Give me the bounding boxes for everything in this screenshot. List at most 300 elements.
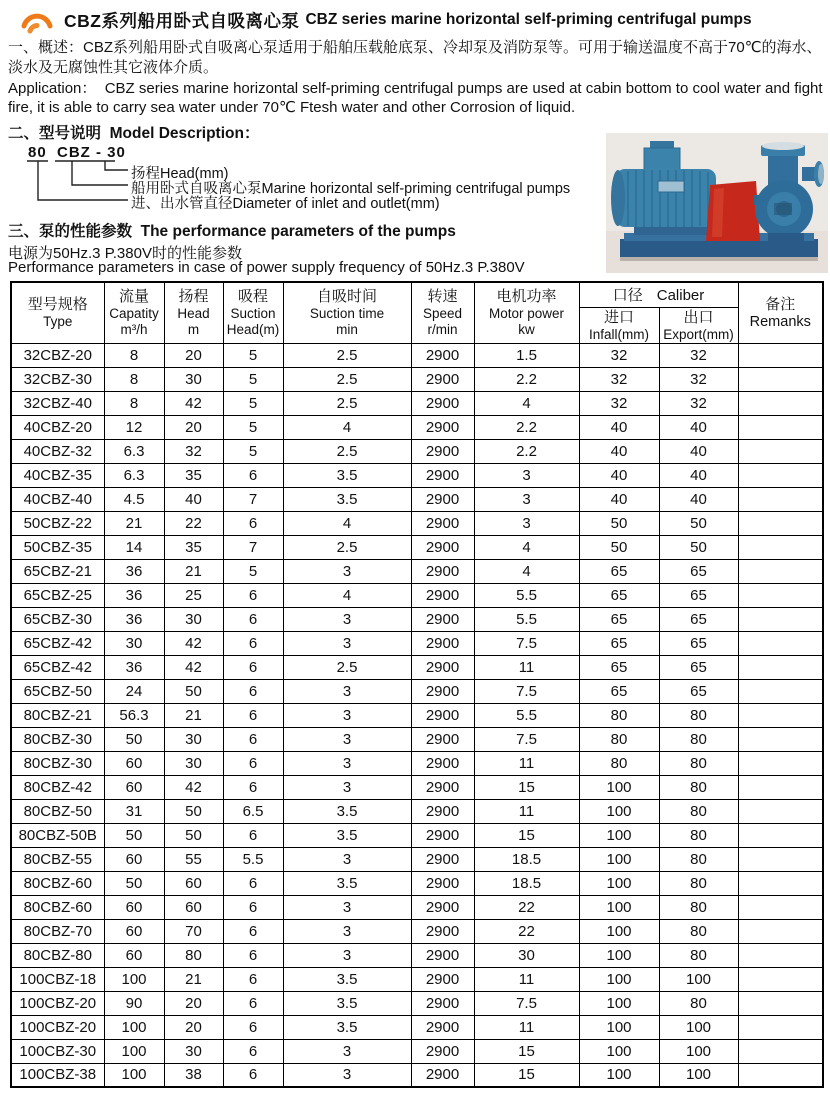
table-cell: 8 <box>104 391 164 415</box>
table-cell: 80 <box>659 895 738 919</box>
table-cell: 3.5 <box>283 991 411 1015</box>
table-cell: 6 <box>223 871 283 895</box>
table-cell <box>738 1039 823 1063</box>
table-cell: 1.5 <box>474 343 579 367</box>
table-cell: 100 <box>579 919 659 943</box>
table-cell: 35 <box>164 535 223 559</box>
table-cell: 7.5 <box>474 727 579 751</box>
table-cell: 40 <box>659 439 738 463</box>
table-cell: 100 <box>579 871 659 895</box>
table-cell: 3 <box>283 727 411 751</box>
table-cell <box>738 367 823 391</box>
table-cell: 80CBZ-21 <box>11 703 104 727</box>
table-cell: 50 <box>659 511 738 535</box>
table-row <box>11 775 823 799</box>
table-cell: 3.5 <box>283 823 411 847</box>
table-cell: 2.5 <box>283 367 411 391</box>
table-cell: 65 <box>579 631 659 655</box>
model-label-diameter: 进、出水管直径Diameter of inlet and outlet(mm) <box>131 196 440 212</box>
table-cell: 65CBZ-25 <box>11 583 104 607</box>
model-code: 80 CBZ - 30 <box>28 144 126 161</box>
table-cell: 2900 <box>411 511 474 535</box>
table-cell: 50 <box>164 823 223 847</box>
table-cell: 100 <box>579 991 659 1015</box>
table-row <box>11 799 823 823</box>
table-cell <box>738 1015 823 1039</box>
table-cell: 65CBZ-42 <box>11 631 104 655</box>
table-cell: 2900 <box>411 415 474 439</box>
table-cell: 7.5 <box>474 631 579 655</box>
table-cell: 2900 <box>411 487 474 511</box>
table-cell: 36 <box>104 583 164 607</box>
table-cell <box>738 679 823 703</box>
performance-table <box>10 281 824 1088</box>
table-cell: 2900 <box>411 391 474 415</box>
table-cell <box>738 631 823 655</box>
table-row <box>11 679 823 703</box>
table-cell: 6 <box>223 679 283 703</box>
table-cell: 60 <box>104 847 164 871</box>
col-header-suction-head: 吸程 Suction Head(m) <box>223 282 283 343</box>
table-cell: 2900 <box>411 559 474 583</box>
table-cell: 65CBZ-30 <box>11 607 104 631</box>
table-cell: 50 <box>579 535 659 559</box>
table-cell: 40 <box>579 487 659 511</box>
table-cell: 100 <box>104 1063 164 1087</box>
performance-subtitle-en: Performance parameters in case of power supply frequency of 50Hz.3 P.380V <box>8 259 525 276</box>
table-cell: 100 <box>659 1039 738 1063</box>
table-cell: 32CBZ-20 <box>11 343 104 367</box>
table-cell: 5.5 <box>474 703 579 727</box>
table-cell: 21 <box>164 703 223 727</box>
table-cell: 2900 <box>411 895 474 919</box>
model-label-pump-type: 船用卧式自吸离心泵Marine horizontal self-priming centrifugal pumps <box>131 181 571 197</box>
table-cell: 22 <box>474 919 579 943</box>
table-cell: 3 <box>283 607 411 631</box>
pump-product-photo <box>606 133 828 273</box>
table-cell: 3 <box>283 631 411 655</box>
table-cell: 56.3 <box>104 703 164 727</box>
table-cell: 80 <box>659 703 738 727</box>
table-cell: 18.5 <box>474 847 579 871</box>
table-cell: 3.5 <box>283 799 411 823</box>
table-cell: 5 <box>223 367 283 391</box>
table-cell: 2.2 <box>474 439 579 463</box>
table-cell: 5.5 <box>474 607 579 631</box>
table-cell: 30 <box>164 751 223 775</box>
table-cell: 2900 <box>411 727 474 751</box>
table-cell: 40 <box>659 487 738 511</box>
table-cell: 15 <box>474 1039 579 1063</box>
overview-paragraph-cn: 一、概述：CBZ系列船用卧式自吸离心泵适用于船舶压载舱底泵、冷却泵及消防泵等。可用于输送温度不高于70℃的海水、淡水及无腐蚀性其它液体介质。 <box>8 39 822 76</box>
table-cell: 80CBZ-30 <box>11 727 104 751</box>
page-title-cn: CBZ系列船用卧式自吸离心泵 <box>64 10 300 31</box>
table-cell: 65 <box>659 631 738 655</box>
table-cell: 3 <box>283 679 411 703</box>
table-cell: 11 <box>474 751 579 775</box>
table-cell <box>738 847 823 871</box>
table-cell: 42 <box>164 775 223 799</box>
table-row <box>11 607 823 631</box>
table-cell: 6 <box>223 967 283 991</box>
table-cell: 6 <box>223 631 283 655</box>
table-cell: 3 <box>283 847 411 871</box>
table-cell: 65 <box>579 607 659 631</box>
table-row <box>11 727 823 751</box>
table-cell: 6.5 <box>223 799 283 823</box>
table-cell: 80CBZ-60 <box>11 895 104 919</box>
table-cell: 18.5 <box>474 871 579 895</box>
page-title-en: CBZ series marine horizontal self-priming centrifugal pumps <box>305 11 752 28</box>
table-cell: 100CBZ-38 <box>11 1063 104 1087</box>
table-cell <box>738 703 823 727</box>
table-cell: 32 <box>164 439 223 463</box>
table-cell: 80 <box>659 943 738 967</box>
table-cell: 6 <box>223 655 283 679</box>
table-cell: 2900 <box>411 943 474 967</box>
table-cell: 65CBZ-42 <box>11 655 104 679</box>
table-cell <box>738 391 823 415</box>
table-cell <box>738 775 823 799</box>
table-cell: 65CBZ-50 <box>11 679 104 703</box>
table-cell: 15 <box>474 1063 579 1087</box>
table-cell: 32 <box>579 391 659 415</box>
table-cell: 6.3 <box>104 463 164 487</box>
table-cell: 3 <box>474 487 579 511</box>
table-cell: 80 <box>579 727 659 751</box>
table-cell: 5.5 <box>223 847 283 871</box>
table-cell <box>738 511 823 535</box>
model-description-heading: 二、型号说明 Model Description： <box>8 125 260 142</box>
table-cell: 80CBZ-80 <box>11 943 104 967</box>
table-cell <box>738 655 823 679</box>
table-cell: 4 <box>283 583 411 607</box>
table-cell: 6 <box>223 1063 283 1087</box>
table-row <box>11 415 823 439</box>
table-cell: 50CBZ-22 <box>11 511 104 535</box>
table-cell: 32CBZ-40 <box>11 391 104 415</box>
table-cell: 40 <box>659 463 738 487</box>
col-header-export: 出口 Export(mm) <box>659 307 738 343</box>
col-header-type: 型号规格 Type <box>11 282 104 343</box>
table-cell: 65 <box>659 583 738 607</box>
table-cell: 5 <box>223 343 283 367</box>
table-row <box>11 583 823 607</box>
table-cell: 3 <box>283 943 411 967</box>
table-cell <box>738 439 823 463</box>
table-cell: 20 <box>164 343 223 367</box>
table-cell: 2900 <box>411 1015 474 1039</box>
table-cell: 22 <box>164 511 223 535</box>
table-cell: 3 <box>283 775 411 799</box>
table-cell <box>738 727 823 751</box>
table-cell: 80CBZ-30 <box>11 751 104 775</box>
table-cell: 55 <box>164 847 223 871</box>
table-cell: 6 <box>223 727 283 751</box>
table-row <box>11 655 823 679</box>
table-header-row-1 <box>11 282 823 307</box>
performance-subtitle-cn: 电源为50Hz.3 P.380V时的性能参数 <box>8 245 242 262</box>
table-cell: 100 <box>104 967 164 991</box>
table-cell: 80CBZ-55 <box>11 847 104 871</box>
table-row <box>11 1039 823 1063</box>
table-cell: 100 <box>579 967 659 991</box>
table-cell: 70 <box>164 919 223 943</box>
table-row <box>11 1063 823 1087</box>
table-cell: 32 <box>659 367 738 391</box>
table-cell: 32CBZ-30 <box>11 367 104 391</box>
table-row <box>11 487 823 511</box>
col-header-head: 扬程 Head m <box>164 282 223 343</box>
table-cell: 42 <box>164 655 223 679</box>
table-cell: 80CBZ-42 <box>11 775 104 799</box>
table-cell: 4 <box>474 535 579 559</box>
table-cell: 100 <box>579 1015 659 1039</box>
model-label-head: 扬程Head(mm) <box>131 166 229 182</box>
table-cell: 2900 <box>411 871 474 895</box>
table-cell: 50 <box>579 511 659 535</box>
table-cell: 80 <box>659 823 738 847</box>
table-cell: 6 <box>223 583 283 607</box>
table-cell: 80 <box>659 847 738 871</box>
table-cell: 2900 <box>411 847 474 871</box>
table-cell <box>738 415 823 439</box>
table-cell: 32 <box>659 391 738 415</box>
table-row <box>11 511 823 535</box>
table-cell: 7.5 <box>474 991 579 1015</box>
table-row <box>11 391 823 415</box>
table-cell: 2900 <box>411 367 474 391</box>
table-cell: 2900 <box>411 343 474 367</box>
table-cell: 6 <box>223 991 283 1015</box>
table-cell: 21 <box>164 967 223 991</box>
table-cell: 50 <box>104 871 164 895</box>
table-cell: 6 <box>223 511 283 535</box>
table-cell: 2900 <box>411 991 474 1015</box>
table-cell: 60 <box>164 871 223 895</box>
table-cell: 60 <box>104 775 164 799</box>
table-cell: 80 <box>659 919 738 943</box>
table-cell: 100 <box>579 775 659 799</box>
table-cell: 60 <box>104 895 164 919</box>
table-cell: 65 <box>659 607 738 631</box>
table-cell: 6.3 <box>104 439 164 463</box>
table-cell: 32 <box>579 343 659 367</box>
table-cell: 6 <box>223 1015 283 1039</box>
table-cell: 36 <box>104 559 164 583</box>
table-row <box>11 439 823 463</box>
table-cell: 2900 <box>411 775 474 799</box>
table-cell: 5.5 <box>474 583 579 607</box>
table-cell: 22 <box>474 895 579 919</box>
table-cell: 5 <box>223 439 283 463</box>
table-cell <box>738 559 823 583</box>
table-cell: 2900 <box>411 799 474 823</box>
table-cell: 5 <box>223 415 283 439</box>
table-cell: 7 <box>223 535 283 559</box>
table-cell: 2.5 <box>283 535 411 559</box>
table-cell: 6 <box>223 463 283 487</box>
table-cell: 65 <box>579 583 659 607</box>
table-cell: 65CBZ-21 <box>11 559 104 583</box>
table-cell: 6 <box>223 943 283 967</box>
table-row <box>11 967 823 991</box>
table-cell: 11 <box>474 799 579 823</box>
table-row <box>11 463 823 487</box>
table-cell <box>738 991 823 1015</box>
table-cell: 3.5 <box>283 463 411 487</box>
table-cell: 20 <box>164 1015 223 1039</box>
table-cell: 100 <box>659 1063 738 1087</box>
table-row <box>11 919 823 943</box>
table-cell: 12 <box>104 415 164 439</box>
table-cell <box>738 799 823 823</box>
table-cell: 50 <box>659 535 738 559</box>
table-cell: 100CBZ-30 <box>11 1039 104 1063</box>
table-cell <box>738 535 823 559</box>
table-cell: 40 <box>579 439 659 463</box>
table-cell: 30 <box>164 367 223 391</box>
table-cell <box>738 583 823 607</box>
performance-heading: 三、泵的性能参数 The performance parameters of the pumps <box>8 223 456 240</box>
table-cell: 2900 <box>411 703 474 727</box>
table-cell: 11 <box>474 655 579 679</box>
table-cell: 36 <box>104 655 164 679</box>
table-cell: 2900 <box>411 919 474 943</box>
table-cell: 36 <box>104 607 164 631</box>
orange-arc-logo-icon <box>16 6 58 34</box>
table-cell: 2.5 <box>283 391 411 415</box>
table-cell: 7 <box>223 487 283 511</box>
table-cell <box>738 943 823 967</box>
table-row <box>11 823 823 847</box>
table-row <box>11 895 823 919</box>
table-cell: 80 <box>659 871 738 895</box>
table-cell: 5 <box>223 559 283 583</box>
table-cell: 80 <box>164 943 223 967</box>
table-cell: 65 <box>659 679 738 703</box>
table-cell: 80 <box>659 775 738 799</box>
table-row <box>11 943 823 967</box>
table-cell: 4 <box>283 511 411 535</box>
table-cell: 3.5 <box>283 967 411 991</box>
table-cell: 100 <box>579 1039 659 1063</box>
table-cell: 3 <box>283 1039 411 1063</box>
table-cell: 80 <box>659 799 738 823</box>
table-cell: 100 <box>579 847 659 871</box>
table-cell <box>738 895 823 919</box>
table-cell: 65 <box>579 679 659 703</box>
table-cell: 31 <box>104 799 164 823</box>
table-cell: 60 <box>164 895 223 919</box>
table-cell: 80CBZ-60 <box>11 871 104 895</box>
table-cell: 100 <box>659 1015 738 1039</box>
table-body <box>11 343 823 1087</box>
table-row <box>11 703 823 727</box>
table-row <box>11 559 823 583</box>
col-header-speed: 转速 Speed r/min <box>411 282 474 343</box>
table-cell: 100 <box>104 1015 164 1039</box>
table-cell <box>738 823 823 847</box>
table-cell: 90 <box>104 991 164 1015</box>
table-cell: 40CBZ-20 <box>11 415 104 439</box>
table-cell: 20 <box>164 415 223 439</box>
table-cell: 4 <box>283 415 411 439</box>
table-cell: 80 <box>579 703 659 727</box>
table-cell: 3 <box>474 463 579 487</box>
table-cell: 50 <box>164 799 223 823</box>
table-cell: 2.5 <box>283 655 411 679</box>
table-cell: 6 <box>223 1039 283 1063</box>
table-cell <box>738 463 823 487</box>
col-header-motor-power: 电机功率 Motor power kw <box>474 282 579 343</box>
table-cell: 30 <box>104 631 164 655</box>
table-cell: 6 <box>223 919 283 943</box>
table-cell: 40CBZ-35 <box>11 463 104 487</box>
table-cell: 2900 <box>411 463 474 487</box>
table-cell: 80 <box>579 751 659 775</box>
table-cell: 2900 <box>411 751 474 775</box>
col-header-capacity: 流量 Capatity m³/h <box>104 282 164 343</box>
table-cell: 80 <box>659 751 738 775</box>
table-cell: 2900 <box>411 439 474 463</box>
table-cell: 11 <box>474 967 579 991</box>
table-cell: 40 <box>659 415 738 439</box>
table-cell: 65 <box>579 655 659 679</box>
table-cell <box>738 751 823 775</box>
col-header-remarks: 备注 Remanks <box>738 282 823 343</box>
table-cell: 5 <box>223 391 283 415</box>
table-cell: 65 <box>659 655 738 679</box>
table-cell: 50 <box>104 727 164 751</box>
table-cell: 25 <box>164 583 223 607</box>
col-header-caliber: 口径 Caliber <box>579 282 738 307</box>
table-cell: 3 <box>283 895 411 919</box>
table-cell: 80 <box>659 727 738 751</box>
table-cell: 4.5 <box>104 487 164 511</box>
table-cell: 21 <box>164 559 223 583</box>
overview-paragraph-en: Application： CBZ series marine horizontal self-priming centrifugal pumps are used at cabin bottom to cool water and fight fire, it is able to carry sea water under 70℃ Ftesh water and other Corrosion of liquid. <box>8 80 827 116</box>
table-cell: 6 <box>223 703 283 727</box>
table-row <box>11 631 823 655</box>
table-cell: 40CBZ-32 <box>11 439 104 463</box>
table-cell: 3 <box>283 703 411 727</box>
table-cell: 2900 <box>411 1039 474 1063</box>
table-cell: 2.5 <box>283 439 411 463</box>
table-row <box>11 871 823 895</box>
table-cell: 65 <box>659 559 738 583</box>
table-cell <box>738 919 823 943</box>
table-cell: 2.5 <box>283 343 411 367</box>
table-cell: 100 <box>579 823 659 847</box>
table-cell: 40 <box>164 487 223 511</box>
table-cell: 14 <box>104 535 164 559</box>
table-cell: 11 <box>474 1015 579 1039</box>
table-cell: 100 <box>579 895 659 919</box>
table-cell: 80CBZ-50B <box>11 823 104 847</box>
table-cell <box>738 1063 823 1087</box>
table-cell: 20 <box>164 991 223 1015</box>
table-row <box>11 1015 823 1039</box>
table-cell: 15 <box>474 775 579 799</box>
table-cell: 38 <box>164 1063 223 1087</box>
table-cell: 3.5 <box>283 871 411 895</box>
table-cell: 60 <box>104 919 164 943</box>
table-cell: 80CBZ-70 <box>11 919 104 943</box>
table-cell: 80CBZ-50 <box>11 799 104 823</box>
table-cell: 7.5 <box>474 679 579 703</box>
table-cell: 2900 <box>411 967 474 991</box>
